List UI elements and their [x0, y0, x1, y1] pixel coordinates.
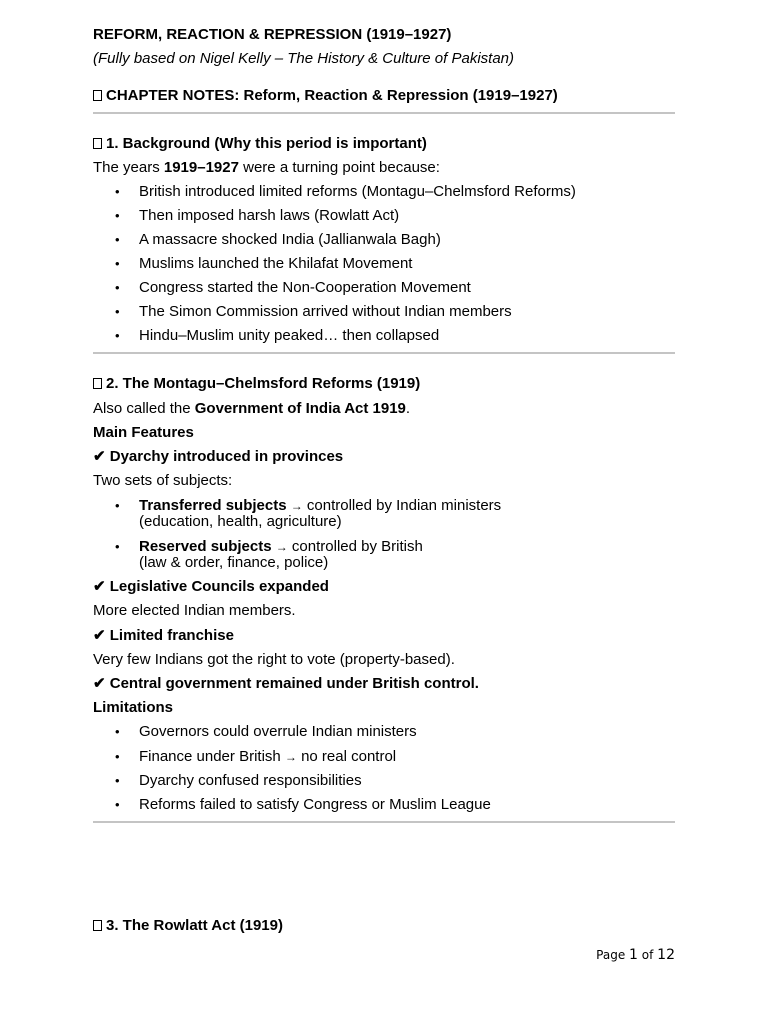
list-item: Muslims launched the Khilafat Movement: [139, 255, 413, 272]
feature-councils-text: More elected Indian members.: [93, 602, 296, 619]
bullet: •: [115, 797, 120, 812]
list-item: Reforms failed to satisfy Congress or Muslim League: [139, 796, 491, 813]
missing-glyph-icon: [93, 378, 102, 389]
bullet: •: [115, 724, 120, 739]
list-item-reserved: Reserved subjects → controlled by British: [139, 538, 423, 555]
list-item: Congress started the Non-Cooperation Movement: [139, 279, 471, 296]
feature-central-govt: ✔ Central government remained under British control.: [93, 675, 479, 692]
feature-dyarchy-text: Two sets of subjects:: [93, 472, 233, 489]
list-item: Finance under British → no real control: [139, 748, 397, 765]
bullet: •: [115, 328, 120, 343]
list-item: Then imposed harsh laws (Rowlatt Act): [139, 207, 400, 224]
main-features-heading: Main Features: [93, 424, 194, 441]
feature-dyarchy: ✔ Dyarchy introduced in provinces: [93, 448, 344, 465]
list-item-transferred-detail: (education, health, agriculture): [139, 513, 342, 530]
page-number-footer: Page 1 of 12: [596, 947, 675, 963]
list-item: Dyarchy confused responsibilities: [139, 772, 362, 789]
divider: [93, 352, 675, 354]
feature-franchise-text: Very few Indians got the right to vote (property-based).: [93, 651, 455, 668]
bullet: •: [115, 498, 120, 513]
divider: [93, 821, 675, 823]
bullet: •: [115, 208, 120, 223]
bullet: •: [115, 256, 120, 271]
chapter-heading: CHAPTER NOTES: Reform, Reaction & Repression (1919–1927): [93, 87, 558, 105]
doc-title: REFORM, REACTION & REPRESSION (1919–1927): [93, 26, 452, 43]
section-1-intro: The years 1919–1927 were a turning point because:: [93, 159, 440, 176]
bullet: •: [115, 304, 120, 319]
list-item: The Simon Commission arrived without Indian members: [139, 303, 512, 320]
divider: [93, 112, 675, 114]
section-1-heading: 1. Background (Why this period is important): [93, 135, 427, 153]
section-3-heading: 3. The Rowlatt Act (1919): [93, 917, 283, 935]
doc-subtitle: (Fully based on Nigel Kelly – The History & Culture of Pakistan): [93, 50, 515, 67]
bullet: •: [115, 280, 120, 295]
limitations-heading: Limitations: [93, 699, 174, 716]
arrow-icon: →: [290, 499, 303, 513]
list-item-transferred: Transferred subjects → controlled by Indian ministers: [139, 497, 502, 514]
list-item-reserved-detail: (law & order, finance, police): [139, 554, 329, 571]
list-item: British introduced limited reforms (Montagu–Chelmsford Reforms): [139, 183, 576, 200]
bullet: •: [115, 184, 120, 199]
bullet: •: [115, 232, 120, 247]
missing-glyph-icon: [93, 138, 102, 149]
list-item: Governors could overrule Indian ministers: [139, 723, 417, 740]
list-item: A massacre shocked India (Jallianwala Bagh): [139, 231, 441, 248]
arrow-icon: →: [284, 750, 297, 764]
list-item: Hindu–Muslim unity peaked… then collapsed: [139, 327, 440, 344]
section-2-intro: Also called the Government of India Act 1919.: [93, 400, 411, 417]
arrow-icon: →: [275, 540, 288, 554]
missing-glyph-icon: [93, 920, 102, 931]
bullet: •: [115, 773, 120, 788]
bullet: •: [115, 749, 120, 764]
feature-councils: ✔ Legislative Councils expanded: [93, 578, 329, 595]
bullet: •: [115, 539, 120, 554]
section-2-heading: 2. The Montagu–Chelmsford Reforms (1919): [93, 375, 420, 393]
missing-glyph-icon: [93, 90, 102, 101]
feature-franchise: ✔ Limited franchise: [93, 627, 234, 644]
